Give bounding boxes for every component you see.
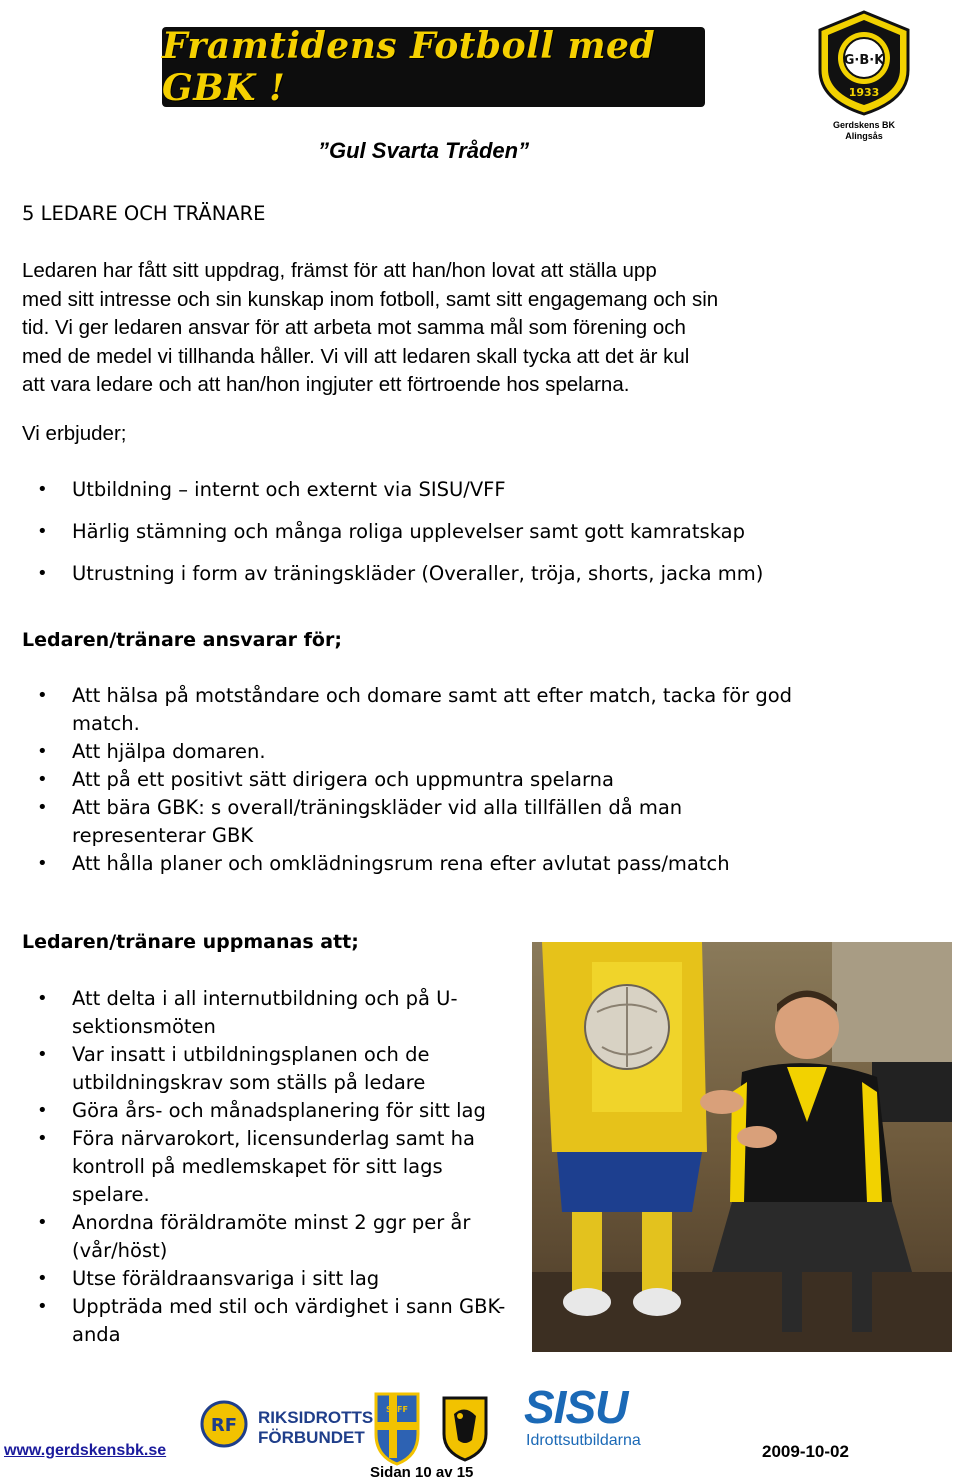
swedish-shield-icon: [372, 1386, 422, 1466]
responsibilities-heading: Ledaren/tränare ansvarar för;: [22, 629, 342, 651]
rf-line2: FÖRBUNDET: [258, 1428, 365, 1447]
sisu-logo: [524, 1380, 674, 1456]
svff-badge-text: SvFF: [386, 1405, 408, 1414]
intro-line: med de medel vi tillhanda håller. Vi vill att ledaren skall tycka att det är kul: [22, 344, 690, 368]
list-item: • Anordna föräldramöte minst 2 ggr per år (vår/höst): [22, 1209, 497, 1265]
logo-caption-line2: Alingsås: [845, 131, 883, 141]
riksidrottsforbundet-logo: [196, 1398, 374, 1448]
list-item: • Föra närvarokort, licensunderlag samt ha kontroll på medlemskapet för sitt lags spelare.: [22, 1125, 497, 1209]
intro-paragraph: [22, 257, 922, 400]
district-logo: [440, 1394, 490, 1462]
list-item: • Att bära GBK: s overall/träningskläder vid alla tillfällen då man representerar GBK: [22, 794, 792, 850]
list-item: • Uppträda med stil och värdighet i sann GBK-anda: [22, 1293, 512, 1349]
list-item: • Utse föräldraansvariga i sitt lag: [22, 1265, 522, 1293]
list-item: • Att hålla planer och omklädningsrum rena efter avlutat pass/match: [22, 850, 902, 878]
offer-list: [22, 476, 922, 602]
list-item: • Att hälsa på motståndare och domare samt att efter match, tacka för god match.: [22, 682, 832, 738]
list-item: • Göra års- och månadsplanering för sitt lag: [22, 1097, 502, 1125]
list-item: • Att hjälpa domaren.: [22, 738, 902, 766]
list-item: • Härlig stämning och många roliga upplevelser samt gott kamratskap: [22, 518, 922, 560]
encouraged-heading: Ledaren/tränare uppmanas att;: [22, 931, 359, 953]
document-title: ”Gul Svarta Tråden”: [318, 138, 530, 163]
rf-emblem-icon: [196, 1398, 256, 1448]
section-heading: 5 LEDARE OCH TRÄNARE: [22, 202, 266, 225]
header-banner: [162, 27, 705, 107]
club-logo: [808, 8, 920, 142]
lion-shield-icon: [440, 1394, 490, 1462]
page-number: Sidan 10 av 15: [370, 1464, 474, 1481]
offer-label: Vi erbjuder;: [22, 422, 127, 445]
sisu-wordmark: SISU: [524, 1381, 628, 1433]
sisu-subtitle: Idrottsutbildarna: [526, 1432, 641, 1449]
intro-line: med sitt intresse och sin kunskap inom fotboll, samt sitt engagemang och sin: [22, 287, 719, 311]
rf-badge-text: RF: [210, 1415, 238, 1436]
encouraged-list: [22, 985, 522, 1349]
document-date: 2009-10-02: [762, 1442, 849, 1461]
rf-line1: RIKSIDROTTS: [258, 1408, 374, 1427]
list-item: • Att delta i all internutbildning och på U-sektionsmöten: [22, 985, 482, 1041]
list-item: • Att på ett positivt sätt dirigera och uppmuntra spelarna: [22, 766, 902, 794]
intro-line: att vara ledare och att han/hon ingjuter ett förtroende hos spelarna.: [22, 373, 630, 396]
svff-logo: [372, 1386, 422, 1466]
list-item: • Utrustning i form av träningskläder (Overaller, tröja, shorts, jacka mm): [22, 560, 922, 602]
intro-line: tid. Vi ger ledaren ansvar för att arbeta mot samma mål som förening och: [22, 316, 686, 339]
club-crest-icon: [808, 8, 920, 118]
logo-year: 1933: [848, 86, 880, 99]
intro-line: Ledaren har fått sitt uppdrag, främst för att han/hon lovat att ställa upp: [22, 259, 657, 282]
list-item: • Var insatt i utbildningsplanen och de utbildningskrav som ställs på ledare: [22, 1041, 482, 1097]
banner-text: Framtidens Fotboll med GBK !: [162, 25, 656, 109]
list-item: • Utbildning – internt och externt via SISU/VFF: [22, 476, 922, 518]
coach-photo: [532, 942, 952, 1352]
responsibilities-list: [22, 682, 902, 878]
website-link[interactable]: www.gerdskensbk.se: [4, 1442, 167, 1459]
logo-letters: G·B·K: [843, 53, 885, 68]
logo-caption-line1: Gerdskens BK: [832, 120, 896, 130]
